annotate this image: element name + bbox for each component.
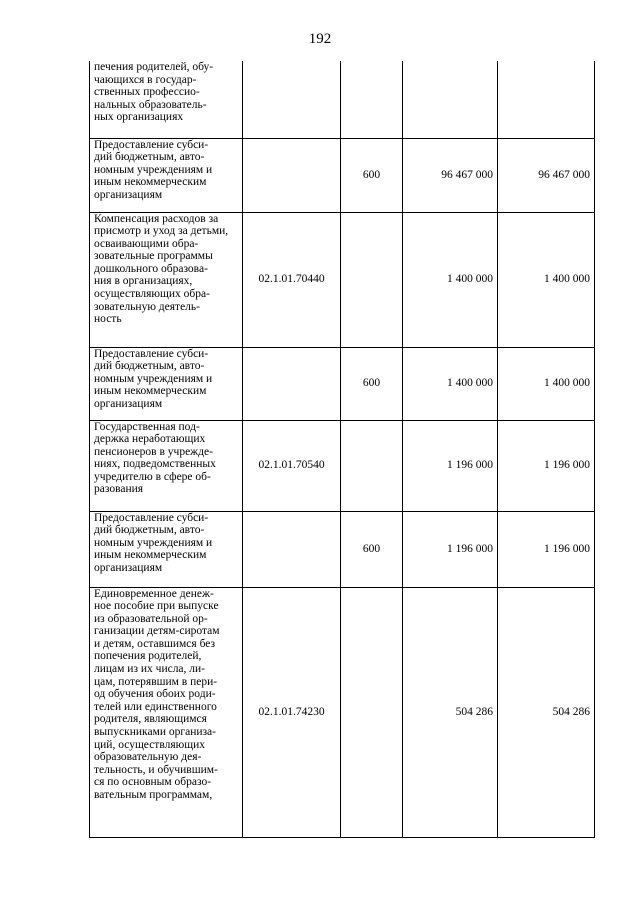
row-type-cell	[341, 420, 403, 511]
page-number: 192	[308, 31, 332, 47]
table-row	[90, 347, 595, 420]
row-sum2-cell: 96 467 000	[498, 138, 595, 212]
row-code-cell	[243, 347, 341, 420]
row-code-cell	[243, 511, 341, 587]
table-row	[90, 138, 595, 212]
table-row	[90, 587, 595, 837]
row-name-cell: Единовременное денеж- ное пособие при выпуске из образовательной ор- ганизации детям-сиротам и детям, оставшимся без попечения родителей, лицам из их числа, ли- цам, потерявшим в пери- од обучения обоих роди- телей или единственного родителя, являющимся выпускниками организа- ций, осуществляющих образовательную дея- тельность, и обучившим- ся по основным образо- вательным программам,	[90, 587, 243, 837]
table-row	[90, 212, 595, 347]
row-sum1-cell: 1 196 000	[403, 420, 498, 511]
budget-table	[89, 61, 595, 838]
row-name-cell: Государственная под- держка неработающих пенсионеров в учрежде- ниях, подведомственных учредителю в сфере об- разования	[90, 420, 243, 511]
row-type-cell: 600	[341, 347, 403, 420]
row-code-cell	[243, 61, 341, 138]
row-sum2-cell: 1 400 000	[498, 212, 595, 347]
row-type-cell	[341, 61, 403, 138]
row-code-cell: 02.1.01.70540	[243, 420, 341, 511]
row-sum2-cell: 1 400 000	[498, 347, 595, 420]
row-sum2-cell	[498, 61, 595, 138]
row-sum1-cell: 96 467 000	[403, 138, 498, 212]
row-code-cell: 02.1.01.74230	[243, 587, 341, 837]
table-row	[90, 420, 595, 511]
row-sum1-cell	[403, 61, 498, 138]
row-name-cell: Компенсация расходов за присмотр и уход за детьми, осваивающими обра- зовательные программы дошкольного образова- ния в организациях, осуществляющих обра- зовательную деятель- ность	[90, 212, 243, 347]
row-sum1-cell: 1 400 000	[403, 347, 498, 420]
row-type-cell	[341, 212, 403, 347]
row-type-cell	[341, 587, 403, 837]
row-code-cell	[243, 138, 341, 212]
row-sum1-cell: 504 286	[403, 587, 498, 837]
row-sum1-cell: 1 400 000	[403, 212, 498, 347]
row-name-cell: Предоставление субси- дий бюджетным, авто- номным учреждениям и иным некоммерческим организациям	[90, 138, 243, 212]
row-sum2-cell: 1 196 000	[498, 420, 595, 511]
row-name-cell: Предоставление субси- дий бюджетным, авто- номным учреждениям и иным некоммерческим организациям	[90, 347, 243, 420]
row-type-cell: 600	[341, 138, 403, 212]
row-name-cell: печения родителей, обу- чающихся в государ- ственных профессио- нальных образователь- ных организациях	[90, 61, 243, 138]
row-sum2-cell: 504 286	[498, 587, 595, 837]
row-type-cell: 600	[341, 511, 403, 587]
row-sum1-cell: 1 196 000	[403, 511, 498, 587]
row-sum2-cell: 1 196 000	[498, 511, 595, 587]
table-row	[90, 511, 595, 587]
table-row	[90, 61, 595, 138]
row-name-cell: Предоставление субси- дий бюджетным, авто- номным учреждениям и иным некоммерческим организациям	[90, 511, 243, 587]
row-code-cell: 02.1.01.70440	[243, 212, 341, 347]
